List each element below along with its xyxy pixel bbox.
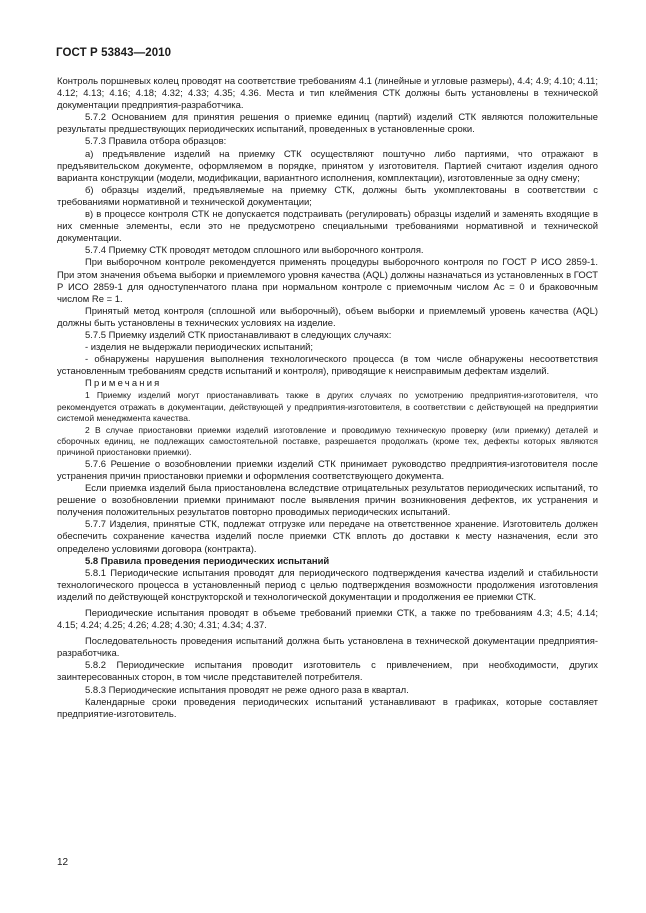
list-item-dash-1: - изделия не выдержали периодических испытаний; xyxy=(85,342,314,354)
paragraph-schedule: Календарные сроки проведения периодических испытаний устанавливают в графиках, которые составляет предприятие-изготовитель. xyxy=(57,696,598,720)
paragraph-5-8-1: 5.8.1 Периодические испытания проводят для периодического подтверждения качества изделий и стабильности технологического процесса в установленный период с целью подтверждения возможности продолжения изготовления изделий по действующей конструкторской и технологической документации и продолжения ее приемки СТК. xyxy=(57,567,598,603)
page-body xyxy=(57,76,598,721)
page-number: 12 xyxy=(57,857,69,868)
paragraph-sampling-control: При выборочном контроле рекомендуется применять процедуры выборочного контроля по ГОСТ Р ИСО 2859-1. При этом значения объема выборки и приемлемого уровня качества (AQL) должны назначаться из установленных в ГОСТ Р ИСО 2859-1 для одноступенчатого плана при нормальном контроле с приемочным числом Ас = 0 и браковочным числом Re = 1. xyxy=(57,257,598,305)
section-title-5-8: 5.8 Правила проведения периодических испытаний xyxy=(85,555,330,567)
paragraph-5-8-3: 5.8.3 Периодические испытания проводят не реже одного раза в квартал. xyxy=(85,684,409,696)
paragraph-test-scope: Периодические испытания проводят в объеме требований приемки СТК, а также по требованиям 4.3; 4.5; 4.14; 4.15; 4.24; 4.25; 4.26; 4.28; 4.30; 4.31; 4.34; 4.37. xyxy=(57,608,598,632)
paragraph-resume-acceptance: Если приемка изделий была приостановлена вследствие отрицательных результатов периодических испытаний, то решение о возобновлении приемки принимают после выявления причин возникновения дефектов, их устранения и получения положительных результатов повторно проводимых периодических испытаний. xyxy=(57,483,598,519)
paragraph-5-7-7: 5.7.7 Изделия, принятые СТК, подлежат отгрузке или передаче на ответственное хранение. Изготовитель должен обеспечить сохранение качества изделий после приемки СТК вплоть до доставки к месту назначения, если это определено условиями договора (контракта). xyxy=(57,519,598,555)
paragraph-5-7-3: 5.7.3 Правила отбора образцов: xyxy=(85,136,227,148)
list-item-a: а) предъявление изделий на приемку СТК осуществляют поштучно либо партиями, что отражают в предъявительском документе, оформляемом в порядке, принятом у изготовителя. Партией считают изделия одного варианта конструкции (модели, модификации, вариантного исполнения, комплектации), изготовленные за одну смену; xyxy=(57,148,598,184)
list-item-dash-2: - обнаружены нарушения выполнения технологического процесса (в том числе обнаружены несоответствия установленным требованиям средств испытаний и контроля), приводящие к неисправимым дефектам изделий. xyxy=(57,354,598,378)
list-item-c: в) в процессе контроля СТК не допускается подстраивать (регулировать) образцы изделий и заменять входящие в них сменные элементы, если это не предусмотрено специальными требованиями нормативной и технической документации. xyxy=(57,209,598,245)
notes-heading: Примечания xyxy=(85,378,162,390)
note-1: 1 Приемку изделий могут приостанавливать также в других случаях по усмотрению предприятия-изготовителя, что рекомендуется отражать в документации, действующей у предприятия-изготовителя, в соответствии с действующей на предприятии системой менеджмента качества. xyxy=(57,390,598,424)
paragraph-5-7-6: 5.7.6 Решение о возобновлении приемки изделий СТК принимает руководство предприятия-изготовителя после устранения причин приостановки приемки и оформления соответствующего документа. xyxy=(57,458,598,482)
note-2: 2 В случае приостановки приемки изделий изготовление и проводимую техническую проверку (или приемку) деталей и сборочных единиц, не подлежащих самостоятельной поставке, разрешается продолжать (кроме тех, дефекты которых являются причиной приостановки приемки). xyxy=(57,424,598,458)
paragraph-5-7-5: 5.7.5 Приемку изделий СТК приостанавливают в следующих случаях: xyxy=(85,329,392,341)
paragraph-5-7-4: 5.7.4 Приемку СТК проводят методом сплошного или выборочного контроля. xyxy=(85,245,424,257)
continued-paragraph: Контроль поршневых колец проводят на соответствие требованиям 4.1 (линейные и угловые размеры), 4.4; 4.9; 4.10; 4.11; 4.12; 4.13; 4.16; 4.18; 4.32; 4.33; 4.35; 4.36. Места и тип клеймения СТК должны быть установлены в технической документации предприятия-разработчика. xyxy=(57,76,598,112)
standard-header: ГОСТ Р 53843—2010 xyxy=(56,47,172,59)
paragraph-5-8-2: 5.8.2 Периодические испытания проводит изготовитель с привлечением, при необходимости, других заинтересованных сторон, в том числе представителей потребителя. xyxy=(57,660,598,684)
paragraph-test-sequence: Последовательность проведения испытаний должна быть установлена в технической документации предприятия-разработчика. xyxy=(57,636,598,660)
list-item-b: б) образцы изделий, предъявляемые на приемку СТК, должны быть укомплектованы в соответствии с требованиями нормативной и технической документации; xyxy=(57,184,598,208)
paragraph-control-method: Принятый метод контроля (сплошной или выборочный), объем выборки и приемлемый уровень качества (AQL) должны быть установлены в технических условиях на изделие. xyxy=(57,305,598,329)
paragraph-5-7-2: 5.7.2 Основанием для принятия решения о приемке единиц (партий) изделий СТК являются положительные результаты предшествующих периодических испытаний, проведенных в установленные сроки. xyxy=(57,112,598,136)
